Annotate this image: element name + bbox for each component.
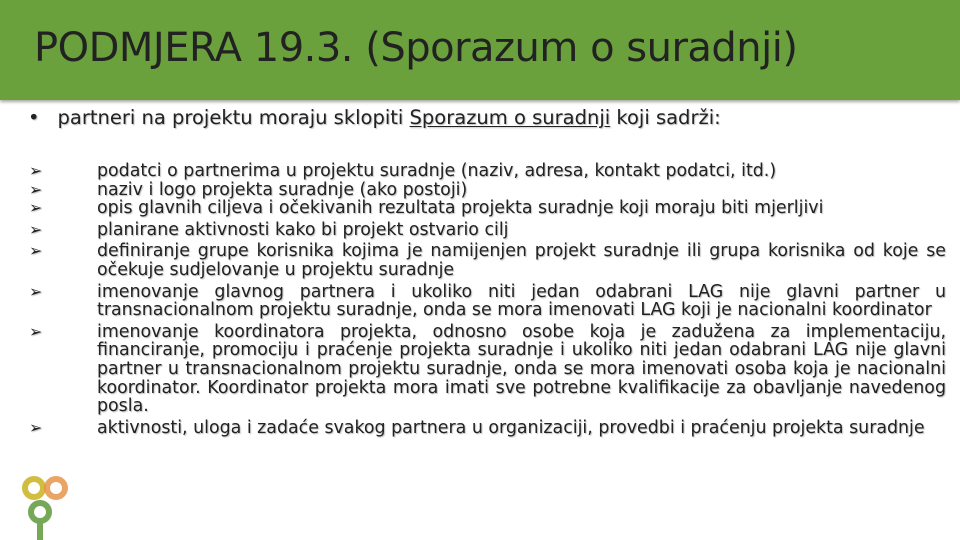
list-item	[27, 323, 946, 416]
intro-paragraph	[28, 106, 946, 129]
arrow-icon: ➢	[29, 198, 43, 218]
list-item	[27, 283, 946, 320]
arrow-icon: ➢	[29, 281, 43, 301]
list-item-text: aktivnosti, uloga i zadaće svakog partnera u organizaciji, provedbi i praćenju projekta suradnje	[97, 417, 925, 438]
title-bar	[0, 0, 960, 100]
list-item-text: planirane aktivnosti kako bi projekt ostvario cilj	[97, 219, 509, 240]
list-item	[27, 419, 946, 438]
intro-text: partneri na projektu moraju sklopiti	[57, 106, 404, 129]
arrow-icon: ➢	[29, 161, 43, 180]
intro-text-end: koji sadrži:	[616, 106, 721, 129]
list-item-text: imenovanje glavnog partnera i ukoliko niti jedan odabrani LAG nije glavni partner u transnacionalnom projektu suradnje, onda se mora imenovati LAG koji je nacionalni koordinator	[97, 281, 946, 321]
arrow-icon: ➢	[29, 219, 43, 239]
list-item-text: podatci o partnerima u projektu suradnje (naziv, adresa, kontakt podatci, itd.)	[97, 161, 777, 181]
list-item	[27, 181, 946, 200]
agreement-link: Sporazum o suradnji	[409, 106, 611, 129]
arrow-icon: ➢	[29, 417, 43, 437]
arrow-icon: ➢	[29, 241, 43, 261]
intro-bullet: •	[28, 106, 40, 129]
list-item	[27, 242, 946, 279]
arrow-icon: ➢	[29, 321, 43, 341]
content-list	[27, 162, 946, 437]
list-item	[27, 199, 946, 218]
leaf-logo-icon	[18, 474, 74, 540]
list-item-text: naziv i logo projekta suradnje (ako postoji)	[97, 179, 468, 200]
list-item-text: imenovanje koordinatora projekta, odnosno osobe koja je zadužena za implementaciju, financiranje, promociju i praćenje projekta suradnje i ukoliko niti jedan odabrani LAG nije glavni partner u transnacionalnom projektu suradnje, onda se mora imenovati osoba koja je nacionalni koordinator. Koordinator projekta mora imati sve potrebne kvalifikacije za obavljanje navedenog posla.	[97, 321, 946, 417]
list-item-text: definiranje grupe korisnika kojima je namijenjen projekt suradnje ili grupa korisnika od koje se očekuje sudjelovanje u projektu suradnje	[97, 241, 946, 280]
list-item	[27, 221, 946, 240]
list-item	[27, 162, 946, 181]
slide-title: PODMJERA 19.3. (Sporazum o suradnji)	[34, 25, 798, 71]
arrow-icon: ➢	[29, 179, 43, 199]
list-item-text: opis glavnih ciljeva i očekivanih rezultata projekta suradnje koji moraju biti mjerljivi	[97, 198, 824, 219]
